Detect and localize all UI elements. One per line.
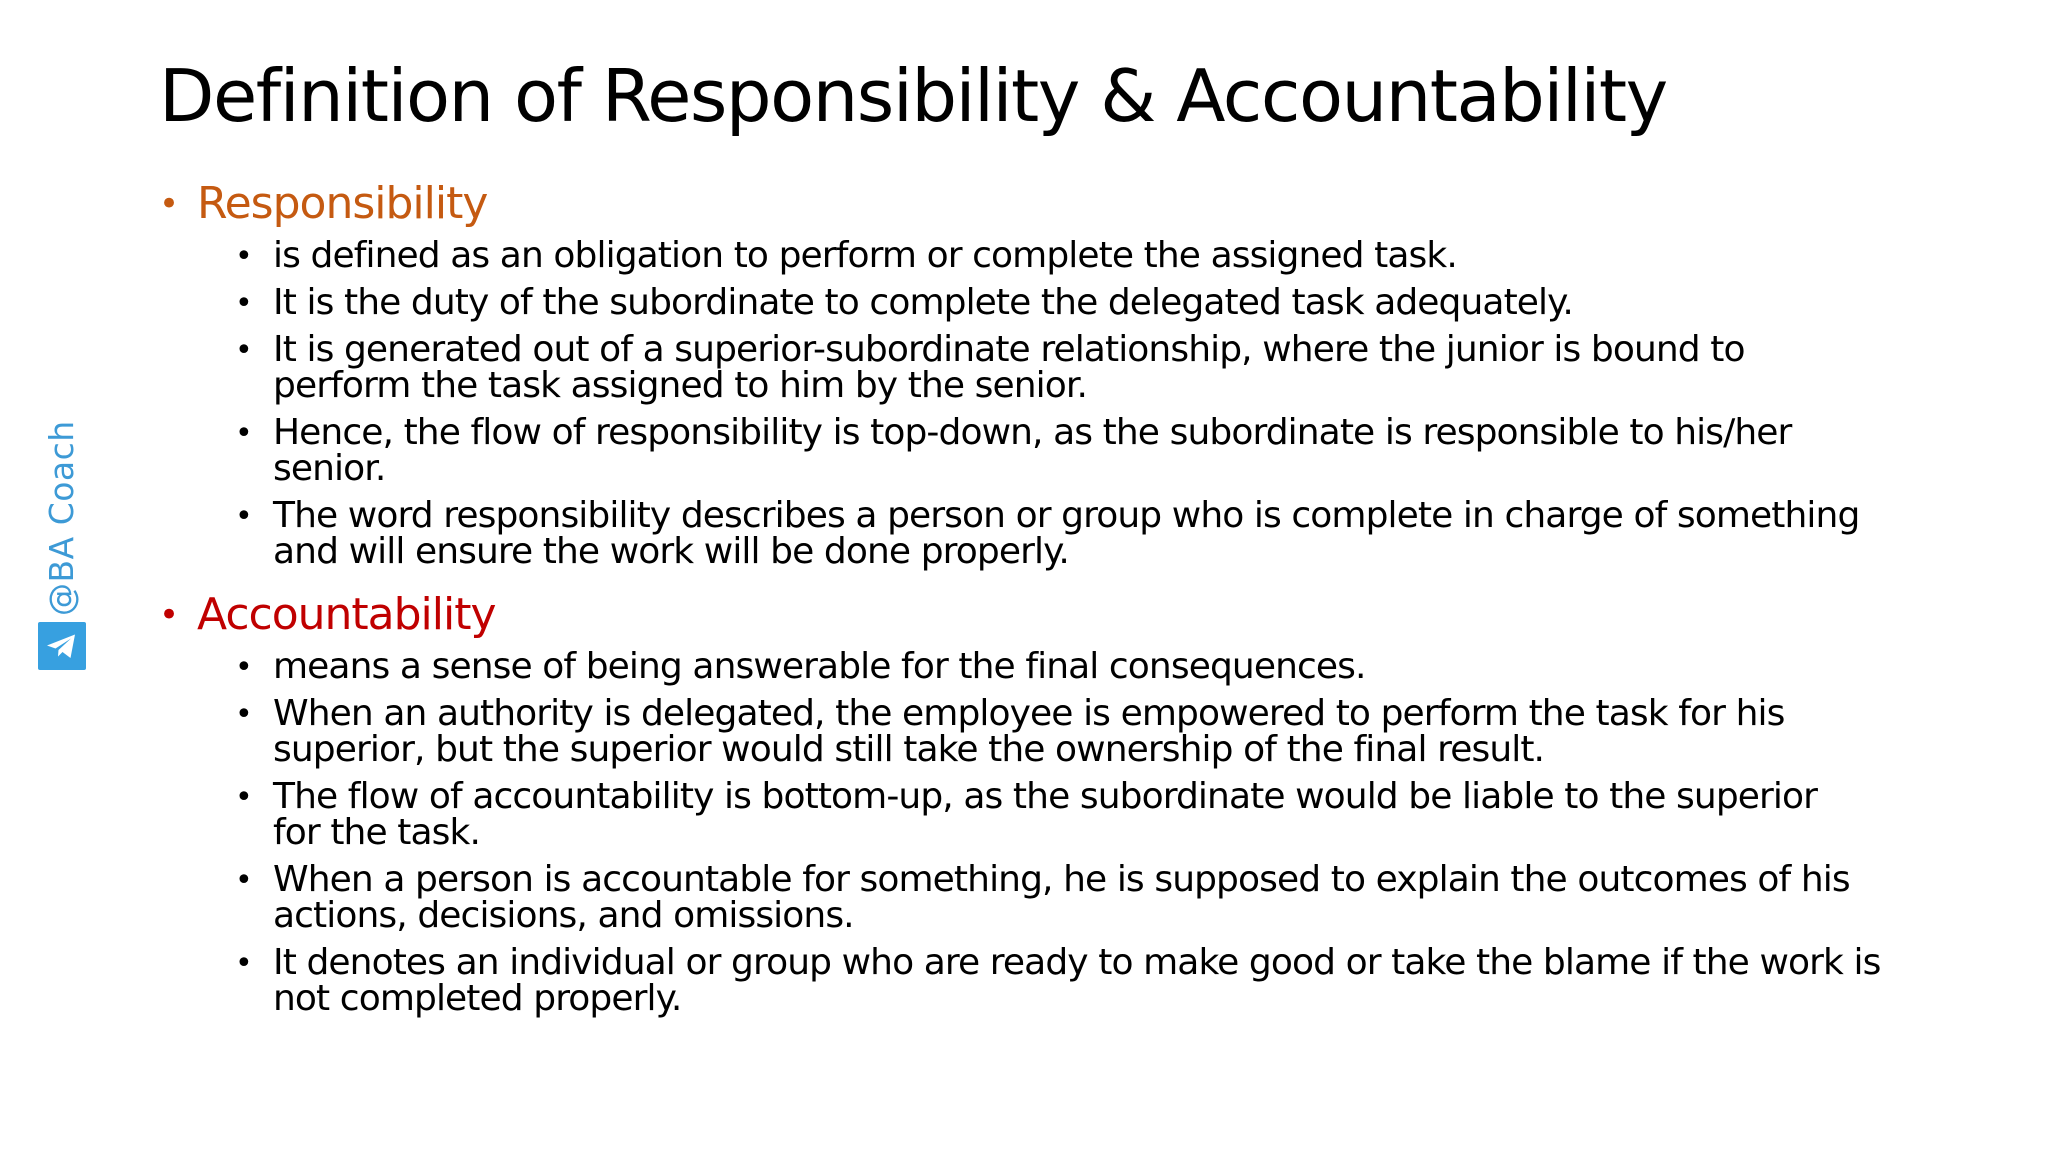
list-item-text: It is the duty of the subordinate to complete the delegated task adequately. <box>273 282 1573 323</box>
section-accountability <box>159 581 1919 1017</box>
bullet-icon: • <box>159 184 179 224</box>
watermark-text: @BA Coach <box>42 420 81 616</box>
list-item-text: superior, but the superior would still take the ownership of the final result. <box>273 729 1545 770</box>
list-item-text: for the task. <box>273 812 480 853</box>
telegram-icon <box>38 622 86 670</box>
list-item-text: actions, decisions, and omissions. <box>273 895 854 936</box>
bullet-icon: • <box>235 416 252 451</box>
list-item <box>235 235 1919 276</box>
list-item-text: means a sense of being answerable for the final consequences. <box>273 646 1366 687</box>
list-item <box>235 693 1919 770</box>
list-item <box>235 859 1919 936</box>
list-item <box>235 942 1919 1019</box>
bullet-icon: • <box>235 863 252 898</box>
bullet-icon: • <box>235 286 252 321</box>
list-item-text: When an authority is delegated, the employee is empowered to perform the task for his <box>273 693 1785 734</box>
slide-title: Definition of Responsibility & Accountability <box>159 54 1667 138</box>
bullet-icon: • <box>235 946 252 981</box>
list-item <box>235 329 1919 406</box>
bullet-icon: • <box>235 499 252 534</box>
section-responsibility <box>159 170 1919 570</box>
list-item-text: When a person is accountable for something, he is supposed to explain the outcomes of his <box>273 859 1850 900</box>
bullet-icon: • <box>235 239 252 274</box>
list-item-text: is defined as an obligation to perform or complete the assigned task. <box>273 235 1457 276</box>
section-heading-text: Accountability <box>197 589 496 640</box>
list-item-text: perform the task assigned to him by the senior. <box>273 365 1088 406</box>
list-item <box>235 495 1919 572</box>
section-heading <box>159 170 1919 238</box>
bullet-list <box>159 235 1919 572</box>
list-item <box>235 646 1919 687</box>
section-heading <box>159 581 1919 649</box>
bullet-icon: • <box>235 780 252 815</box>
bullet-icon: • <box>235 333 252 368</box>
bullet-icon: • <box>235 697 252 732</box>
bullet-list <box>159 646 1919 1019</box>
list-item <box>235 282 1919 323</box>
watermark <box>38 420 86 670</box>
list-item <box>235 776 1919 853</box>
bullet-icon: • <box>159 595 179 635</box>
list-item-text: not completed properly. <box>273 978 682 1019</box>
list-item-text: It is generated out of a superior-subordinate relationship, where the junior is bound to <box>273 329 1745 370</box>
list-item-text: It denotes an individual or group who are ready to make good or take the blame if the work is <box>273 942 1881 983</box>
section-heading-text: Responsibility <box>197 178 488 229</box>
bullet-icon: • <box>235 650 252 685</box>
list-item-text: senior. <box>273 448 386 489</box>
list-item <box>235 412 1919 489</box>
list-item-text: Hence, the flow of responsibility is top-down, as the subordinate is responsible to his/her <box>273 412 1792 453</box>
slide-content <box>159 170 1919 1028</box>
list-item-text: and will ensure the work will be done properly. <box>273 531 1069 572</box>
list-item-text: The flow of accountability is bottom-up, as the subordinate would be liable to the superior <box>273 776 1818 817</box>
list-item-text: The word responsibility describes a person or group who is complete in charge of something <box>273 495 1860 536</box>
